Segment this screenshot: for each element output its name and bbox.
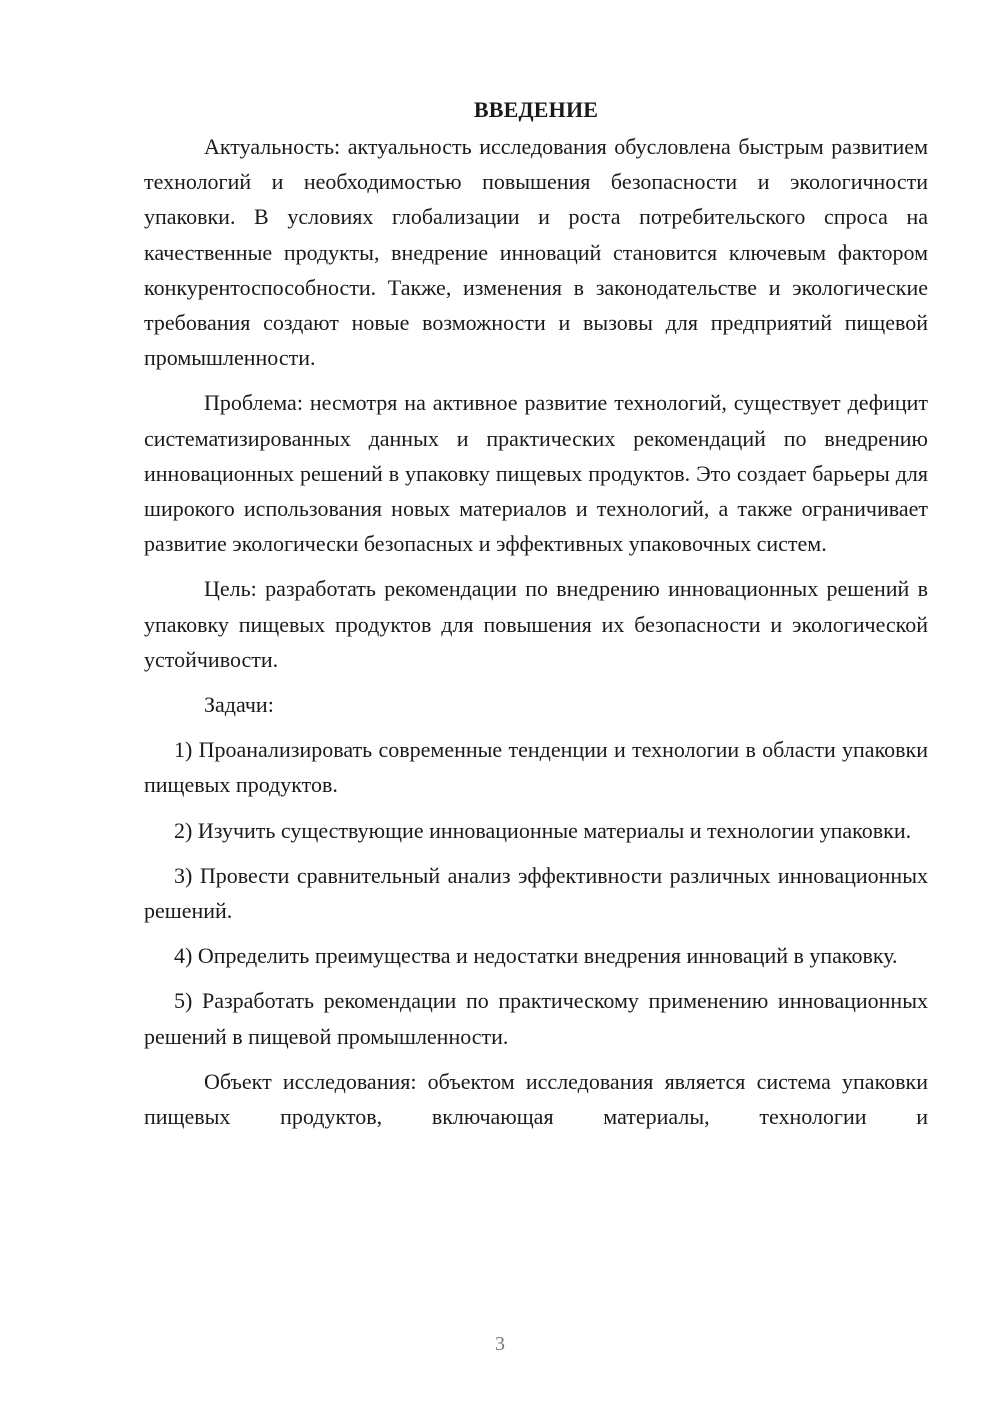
- task-item-5: 5) Разработать рекомендации по практическому применению инновационных решений в пищевой промышленности.: [144, 988, 928, 1049]
- task-item-2: 2) Изучить существующие инновационные материалы и технологии упаковки.: [174, 817, 912, 843]
- paragraph-object: Объект исследования: объектом исследования является система упаковки пищевых продуктов, включающая материалы, технологии и: [144, 1068, 928, 1130]
- page-number: 3: [495, 1333, 505, 1355]
- section-title: ВВЕДЕНИЕ: [473, 97, 599, 122]
- tasks-heading: Задачи:: [204, 692, 274, 718]
- paragraph-goal: Цель: разработать рекомендации по внедрению инновационных решений в упаковку пищевых продуктов для повышения их безопасности и экологической устойчивости.: [144, 576, 928, 672]
- task-item-4: 4) Определить преимущества и недостатки внедрения инноваций в упаковку.: [174, 943, 898, 969]
- paragraph-problem: Проблема: несмотря на активное развитие технологий, существует дефицит систематизированных данных и практических рекомендаций по внедрению инновационных решений в упаковку пищевых продуктов. Это создает барьеры для широкого использования новых материалов и технологий, а также ограничивает развитие экологически безопасных и эффективных упаковочных систем.: [144, 390, 928, 557]
- task-item-3: 3) Провести сравнительный анализ эффективности различных инновационных решений.: [144, 862, 928, 924]
- paragraph-relevance: Актуальность: актуальность исследования обусловлена быстрым развитием технологий и необходимостью повышения безопасности и экологичности упаковки. В условиях глобализации и роста потребительского спроса на качественные продукты, внедрение инноваций становится ключевым фактором конкурентоспособности. Также, изменения в законодательстве и экологические требования создают новые возможности и вызовы для предприятий пищевой промышленности.: [144, 134, 928, 371]
- task-item-1: 1) Проанализировать современные тенденции и технологии в области упаковки пищевых продуктов.: [144, 737, 928, 798]
- document-page: [144, 92, 928, 1144]
